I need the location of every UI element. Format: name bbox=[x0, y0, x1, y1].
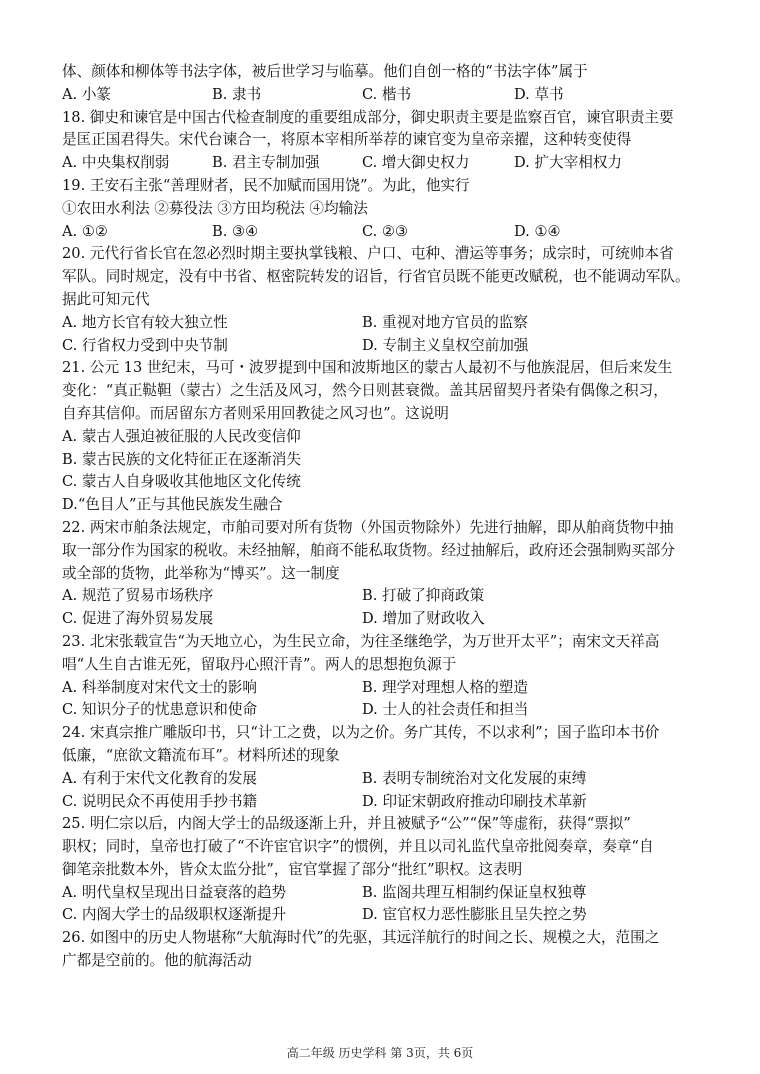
q22-option-b: B. 打破了抑商政策 bbox=[362, 587, 485, 605]
question-24-options-row bbox=[62, 768, 702, 791]
q23-option-c: C. 知识分子的忧患意识和使命 bbox=[62, 701, 258, 719]
q23-option-b: B. 理学对理想人格的塑造 bbox=[362, 678, 528, 696]
q19-option-c: C. ②③ bbox=[362, 222, 409, 240]
q22-option-a: A. 规范了贸易市场秩序 bbox=[62, 587, 214, 605]
question-20-options-row bbox=[62, 335, 702, 358]
q18-option-a: A. 中央集权削弱 bbox=[62, 154, 170, 172]
q20-option-d: D. 专制主义皇权空前加强 bbox=[362, 336, 529, 354]
page-footer: 高二年级 历史学科 第 3页，共 6页 bbox=[286, 1046, 474, 1060]
q21-option-d: D.“色目人”正与其他民族发生融合 bbox=[62, 496, 283, 514]
q24-option-b: B. 表明专制统治对文化发展的束缚 bbox=[362, 769, 587, 787]
q17-option-b: B. 隶书 bbox=[212, 85, 262, 103]
question-23-options-row bbox=[62, 677, 702, 700]
question-19-options bbox=[62, 221, 702, 244]
q17-option-c: C. 楷书 bbox=[362, 85, 412, 103]
question-20-stem-line: 20. 元代行省长官在忽必烈时期主要执掌钱粮、户口、屯种、漕运等事务；成宗时，可统帅本省 bbox=[62, 245, 674, 263]
question-20-stem-line: 据此可知元代 bbox=[62, 290, 150, 308]
q21-option-a: A. 蒙古人强迫被征服的人民改变信仰 bbox=[62, 427, 301, 445]
question-18-stem-line: 18. 御史和谏官是中国古代检查制度的重要组成部分，御史职责主要是监察百官，谏官职责主要 bbox=[62, 108, 674, 126]
question-26-stem-line: 26. 如图中的历史人物堪称“大航海时代”的先驱，其远洋航行的时间之长、规模之大，范围之 bbox=[62, 929, 660, 947]
q21-option-b: B. 蒙古民族的文化特征正在逐渐消失 bbox=[62, 450, 301, 468]
question-23-stem-line: 唱“人生自古谁无死，留取丹心照汗青”。两人的思想抱负源于 bbox=[62, 655, 457, 673]
question-22-stem-line: 或全部的货物，此举称为“博买”。这一制度 bbox=[62, 564, 340, 582]
question-19-stem-line: 19. 王安石主张“善理财者，民不加赋而国用饶”。为此，他实行 bbox=[62, 176, 470, 194]
q24-option-a: A. 有利于宋代文化教育的发展 bbox=[62, 769, 257, 787]
question-22-options-row bbox=[62, 608, 702, 631]
question-21-stem-line: 变化：“真正鞑靼（蒙古）之生活及风习，然今日则甚衰微。盖其居留契丹者染有偶像之积习， bbox=[62, 382, 668, 400]
question-21-stem-line: 21. 公元 13 世纪末，马可・波罗提到中国和波斯地区的蒙古人最初不与他族混居，但后来发生 bbox=[62, 359, 673, 377]
q18-option-b: B. 君主专制加强 bbox=[212, 154, 320, 172]
q18-option-c: C. 增大御史权力 bbox=[362, 154, 470, 172]
question-25-options-row bbox=[62, 904, 702, 927]
q22-option-c: C. 促进了海外贸易发展 bbox=[62, 610, 214, 628]
q20-option-b: B. 重视对地方官员的监察 bbox=[362, 313, 528, 331]
q17-option-d: D. 草书 bbox=[514, 85, 564, 103]
q25-option-d: D. 宦官权力恶性膨胀且呈失控之势 bbox=[362, 906, 587, 924]
question-25-stem-line: 御笔亲批数本外，皆众太监分批”，宦官掌握了部分“批红”职权。这表明 bbox=[62, 860, 523, 878]
question-18-options bbox=[62, 152, 702, 175]
question-20-stem-line: 军队。同时规定，没有中书省、枢密院转发的诏旨，行省官员既不能更改赋税，也不能调动军队。 bbox=[62, 268, 690, 286]
question-23-stem-line: 23. 北宋张载宣告“为天地立心，为生民立命，为往圣继绝学，为万世开太平”；南宋文天祥高 bbox=[62, 632, 660, 650]
question-24-stem-line: 24. 宋真宗推广雕版印书，只“计工之费，以为之价。务广其传，不以求利”；国子监印本书价 bbox=[62, 724, 660, 742]
question-24-options-row bbox=[62, 791, 702, 814]
question-17-stem-tail: 体、颜体和柳体等书法字体，被后世学习与临摹。他们自创一格的“书法字体”属于 bbox=[62, 63, 588, 80]
q25-option-a: A. 明代皇权呈现出日益衰落的趋势 bbox=[62, 883, 287, 901]
question-17-options bbox=[62, 84, 702, 107]
question-25-stem-line: 职权；同时，皇帝也打破了“不许宦官识字”的惯例，并且以司礼监代皇帝批阅奏章，奏章“自 bbox=[62, 838, 654, 856]
question-26-stem-line: 广都是空前的。他的航海活动 bbox=[62, 952, 252, 970]
q24-option-c: C. 说明民众不再使用手抄书籍 bbox=[62, 792, 258, 810]
q23-option-a: A. 科举制度对宋代文士的影响 bbox=[62, 678, 257, 696]
q25-option-b: B. 监阁共理互相制约保证皇权独尊 bbox=[362, 883, 587, 901]
question-21-stem-line: 自弃其信仰。而居留东方者则采用回教徒之风习也”。这说明 bbox=[62, 404, 449, 422]
question-22-options-row bbox=[62, 585, 702, 608]
q19-option-a: A. ①② bbox=[62, 222, 108, 240]
question-20-options-row bbox=[62, 312, 702, 335]
question-18-stem-line: 是匡正国君得失。宋代台谏合一，将原本宰相所举荐的谏官变为皇帝亲擢，这种转变使得 bbox=[62, 131, 632, 149]
question-19-choices-line: ①农田水利法 ②募役法 ③方田均税法 ④均输法 bbox=[62, 199, 368, 217]
q20-option-a: A. 地方长官有较大独立性 bbox=[62, 313, 228, 331]
q24-option-d: D. 印证宋朝政府推动印刷技术革新 bbox=[362, 792, 587, 810]
question-25-stem-line: 25. 明仁宗以后，内阁大学士的品级逐渐上升，并且被赋予“公”“保”等虚衔，获得“票拟” bbox=[62, 815, 631, 833]
q25-option-c: C. 内阁大学士的品级职权逐渐提升 bbox=[62, 906, 287, 924]
q20-option-c: C. 行省权力受到中央节制 bbox=[62, 336, 228, 354]
question-24-stem-line: 低廉，“庶欲文籍流布耳”。材料所述的现象 bbox=[62, 746, 340, 764]
question-23-options-row bbox=[62, 699, 702, 722]
q23-option-d: D. 士人的社会责任和担当 bbox=[362, 701, 529, 719]
question-22-stem-line: 22. 两宋市舶条法规定，市舶司要对所有货物（外国贡物除外）先进行抽解，即从舶商货物中抽 bbox=[62, 518, 674, 536]
q19-option-d: D. ①④ bbox=[514, 222, 561, 240]
question-25-options-row bbox=[62, 882, 702, 905]
q19-option-b: B. ③④ bbox=[212, 222, 259, 240]
exam-page bbox=[62, 61, 702, 973]
q17-option-a: A. 小篆 bbox=[62, 85, 112, 103]
q21-option-c: C. 蒙古人自身吸收其他地区文化传统 bbox=[62, 473, 301, 491]
question-22-stem-line: 取一部分作为国家的税收。未经抽解，舶商不能私取货物。经过抽解后，政府还会强制购买部分 bbox=[62, 541, 675, 559]
q18-option-d: D. 扩大宰相权力 bbox=[514, 154, 623, 172]
q22-option-d: D. 增加了财政收入 bbox=[362, 610, 485, 628]
